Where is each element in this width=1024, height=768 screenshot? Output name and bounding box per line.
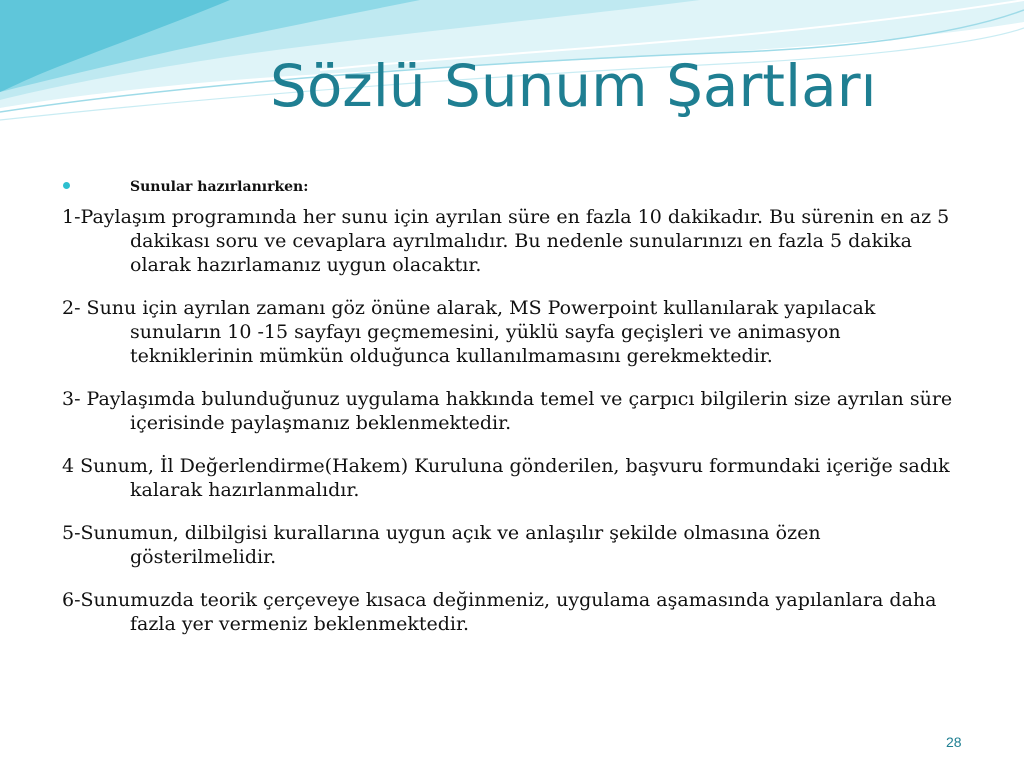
slide-title: Sözlü Sunum Şartları: [270, 52, 877, 120]
requirement-item-1: 1-Paylaşım programında her sunu için ayrılan süre en fazla 10 dakikadır. Bu sürenin en az 5 dakikası soru ve cevaplara ayrılmalıdır. Bu nedenle sunularınızı en fazla 5 dakika olarak hazırlamanız uygun olacaktır.: [62, 206, 950, 276]
requirement-item-3: 3- Paylaşımda bulunduğunuz uygulama hakkında temel ve çarpıcı bilgilerin size ayrılan süre içerisinde paylaşmanız beklenmektedir.: [62, 388, 953, 434]
requirement-item-2: 2- Sunu için ayrılan zamanı göz önüne alarak, MS Powerpoint kullanılarak yapılacak sunuların 10 -15 sayfayı geçmemesini, yüklü sayfa geçişleri ve animasyon tekniklerinin mümkün olduğunca kullanılmamasını gerekmektedir.: [62, 297, 876, 367]
slide-content: [62, 175, 962, 655]
requirement-item-6: 6-Sunumuzda teorik çerçeveye kısaca değinmeniz, uygulama aşamasında yapılanlara daha fazla yer vermeniz beklenmektedir.: [62, 589, 937, 635]
bullet-dot-icon: [63, 182, 70, 189]
requirement-item-5: 5-Sunumun, dilbilgisi kurallarına uygun açık ve anlaşılır şekilde olmasına özen gösterilmelidir.: [62, 522, 821, 568]
bullet-heading: Sunular hazırlanırken:: [130, 179, 309, 195]
requirement-item-4: 4 Sunum, İl Değerlendirme(Hakem) Kuruluna gönderilen, başvuru formundaki içeriğe sadık kalarak hazırlanmalıdır.: [62, 455, 950, 501]
bullet-item: [62, 175, 962, 199]
page-number: 28: [946, 734, 962, 750]
